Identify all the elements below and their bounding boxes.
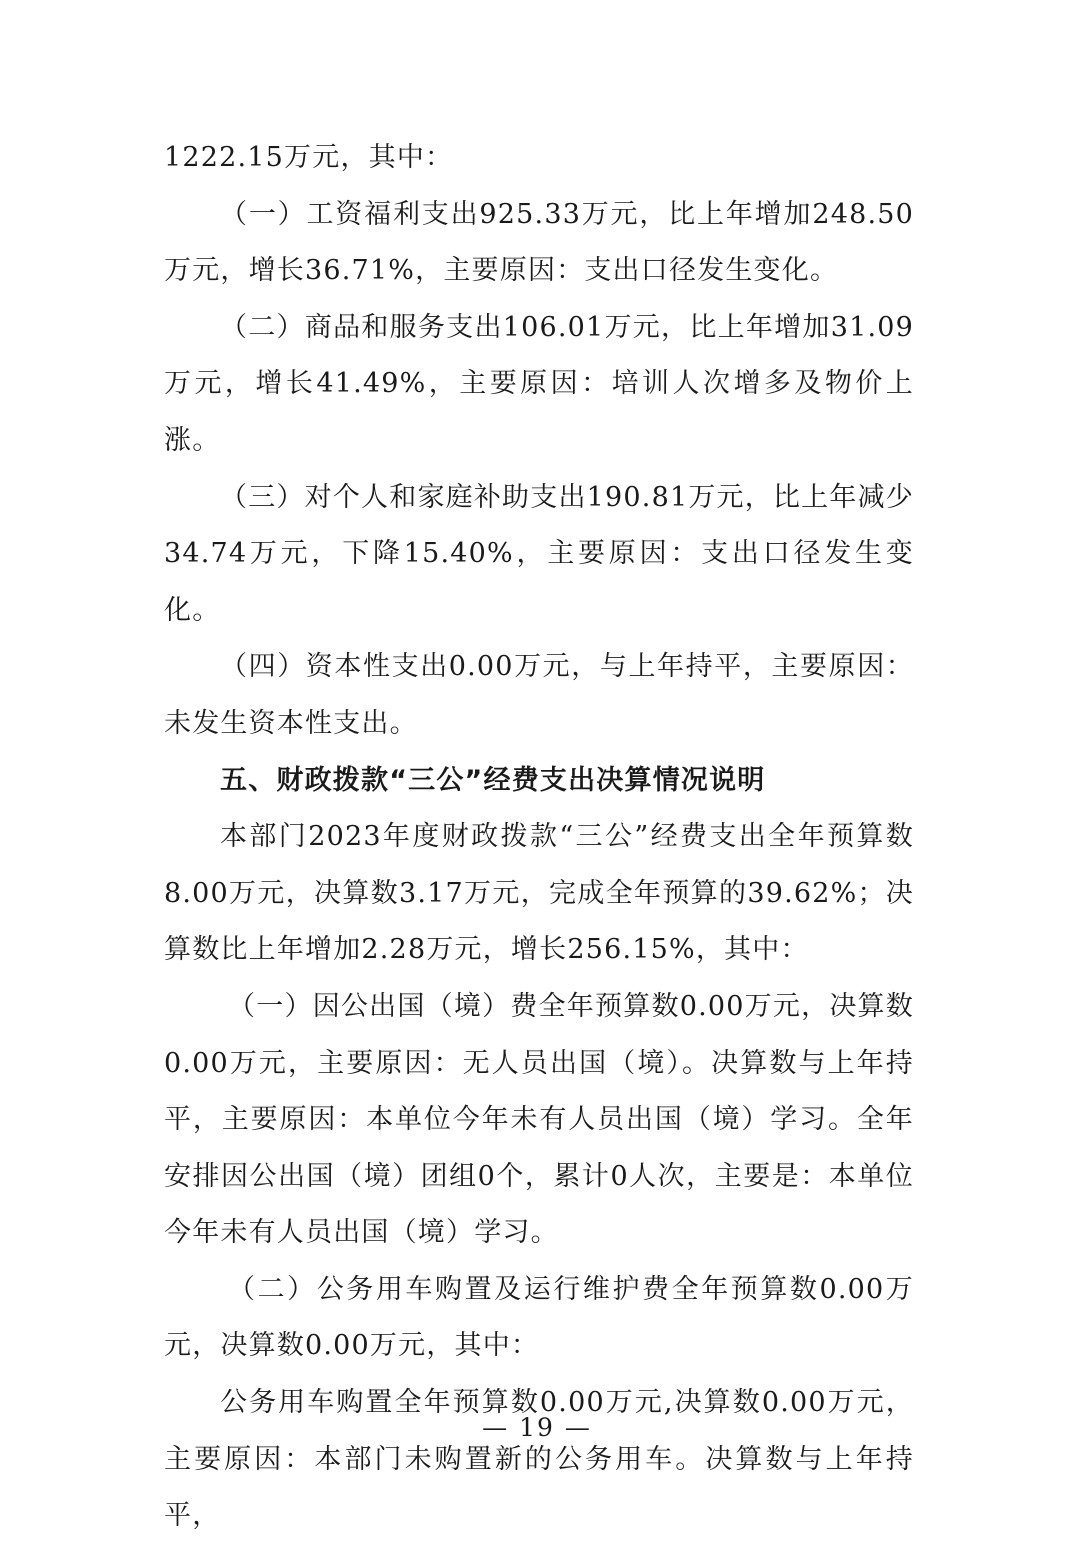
- paragraph-goods-services: （二）商品和服务支出106.01万元，比上年增加31.09万元，增长41.49%，主要原因：培训人次增多及物价上涨。: [164, 311, 914, 456]
- paragraph-salary-welfare: （一）工资福利支出925.33万元，比上年增加248.50万元，增长36.71%，主要原因：支出口径发生变化。: [164, 198, 914, 287]
- paragraph-vehicle-purchase: 公务用车购置全年预算数0.00万元,决算数0.00万元，主要原因：本部门未购置新的公务用车。决算数与上年持平，: [164, 1387, 914, 1532]
- paragraph-household-subsidy: （三）对个人和家庭补助支出190.81万元，比上年减少34.74万元，下降15.40%，主要原因：支出口径发生变化。: [164, 481, 914, 626]
- paragraph-continuation: 1222.15万元，其中：: [164, 142, 454, 173]
- page-number: — 19 —: [482, 1413, 592, 1442]
- document-body: [164, 130, 914, 1545]
- paragraph-vehicle-costs: （二）公务用车购置及运行维护费全年预算数0.00万元，决算数0.00万元，其中：: [164, 1273, 914, 1362]
- section-heading: 五、财政拨款“三公”经费支出决算情况说明: [220, 764, 766, 796]
- paragraph-overseas-travel: （一）因公出国（境）费全年预算数0.00万元，决算数0.00万元，主要原因：无人员出国（境）。决算数与上年持平，主要原因：本单位今年未有人员出国（境）学习。全年安排因公出国（境）团组0个，累计0人次，主要是：本单位今年未有人员出国（境）学习。: [164, 990, 914, 1249]
- paragraph-capital-expenditure: （四）资本性支出0.00万元，与上年持平，主要原因：未发生资本性支出。: [164, 651, 914, 739]
- paragraph-three-public-summary: 本部门2023年度财政拨款“三公”经费支出全年预算数8.00万元，决算数3.17万元，完成全年预算的39.62%；决算数比上年增加2.28万元，增长256.15%，其中：: [164, 821, 914, 966]
